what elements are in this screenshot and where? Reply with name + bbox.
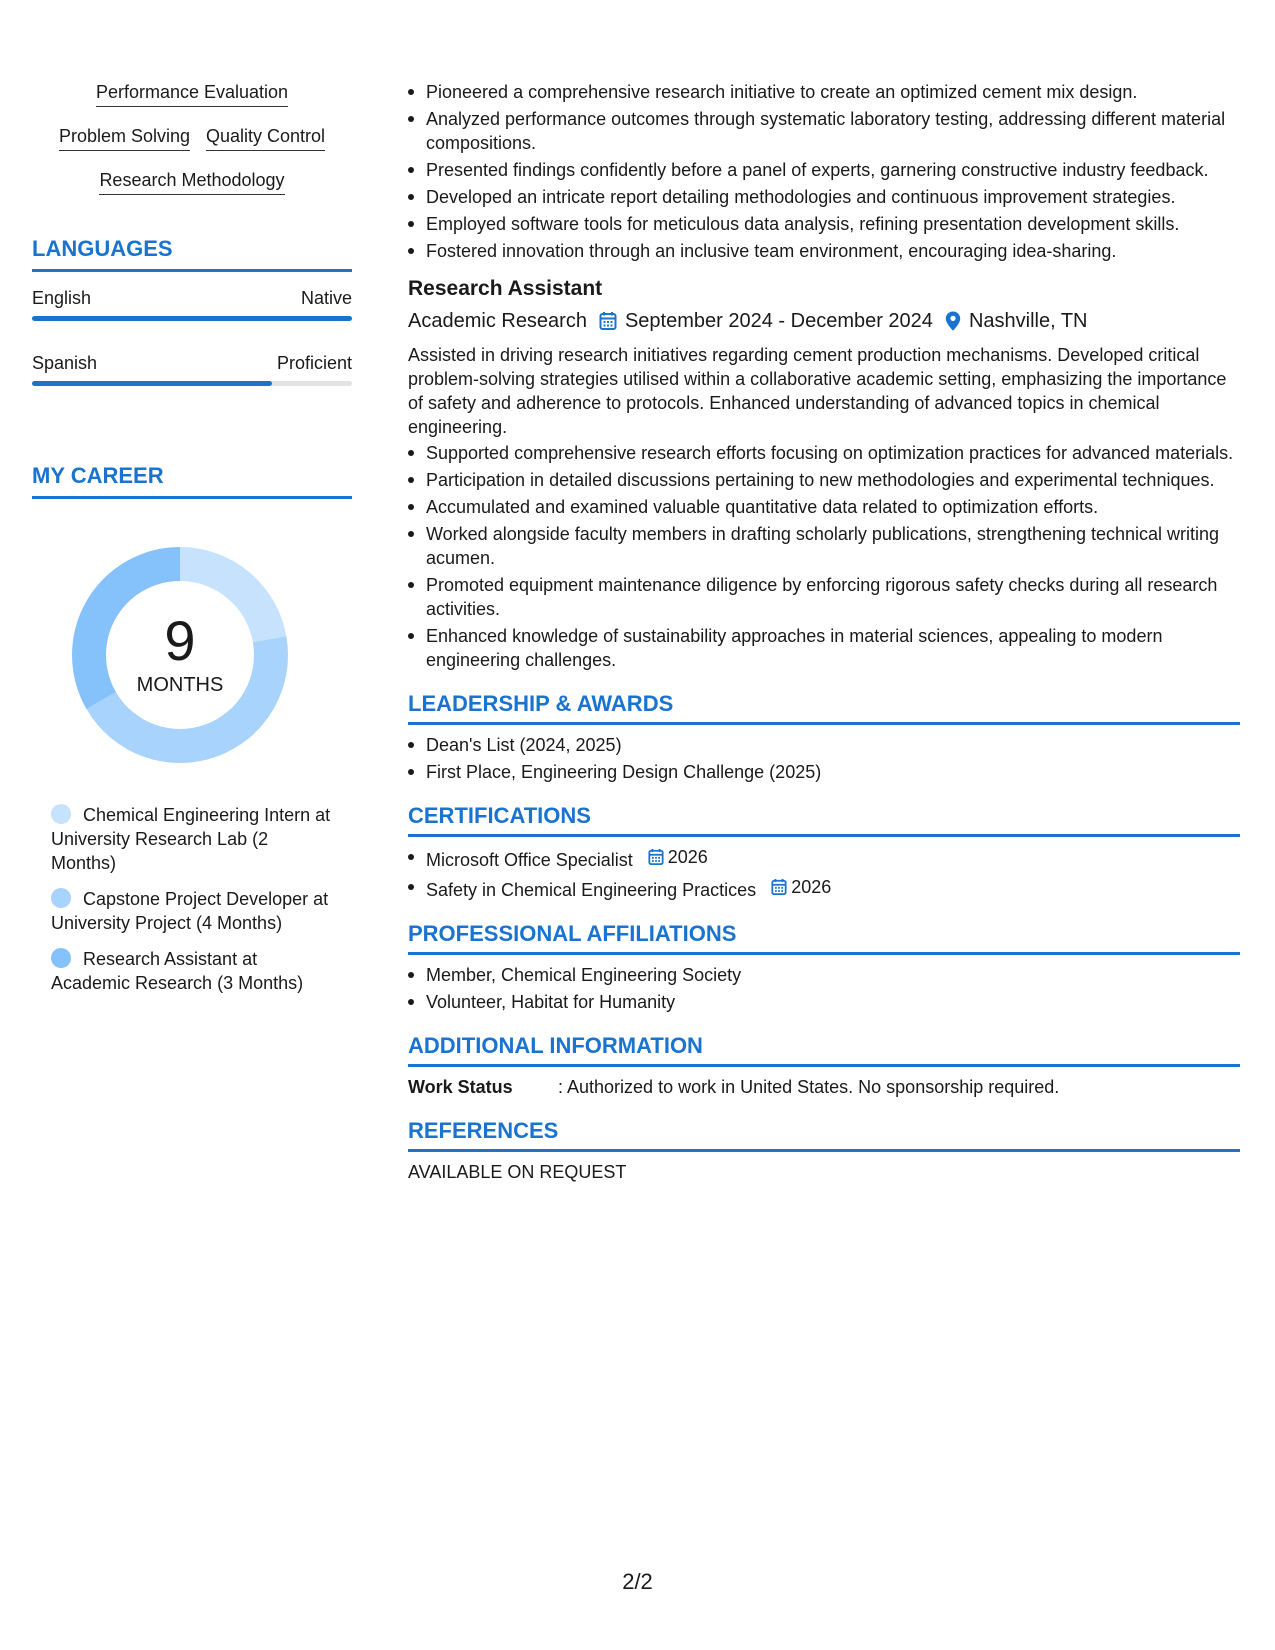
cert-year: 2026: [667, 847, 708, 867]
work-status-label: Work Status: [408, 1077, 513, 1097]
total-months-number: 9: [164, 609, 196, 672]
list-item: Presented findings confidently before a panel of experts, garnering constructive industry feedback.: [408, 158, 1240, 182]
skill-tag: Performance Evaluation: [96, 80, 288, 107]
list-item: Analyzed performance outcomes through systematic laboratory testing, addressing different material compositions.: [408, 107, 1240, 155]
work-status-value: : Authorized to work in United States. No sponsorship required.: [558, 1077, 1060, 1097]
work-status-row: [408, 1075, 1240, 1099]
right-column: [408, 80, 1240, 1184]
leadership-heading: LEADERSHIP & AWARDS: [408, 690, 1240, 725]
language-item: [32, 286, 352, 321]
job-meta: [408, 307, 1240, 335]
calendar-icon: [771, 878, 787, 896]
legend-item: [51, 947, 331, 995]
language-item: [32, 351, 352, 386]
legend-item: [51, 887, 331, 935]
skill-tag: Quality Control: [206, 124, 325, 151]
affiliations-list: [408, 963, 1240, 1014]
legend-label: Chemical Engineering Intern at University Research Lab (2 Months): [51, 805, 331, 873]
list-item: [408, 875, 1240, 902]
legend-dot-icon: [51, 888, 71, 908]
languages-heading: LANGUAGES: [32, 235, 352, 272]
total-months-unit: MONTHS: [136, 674, 224, 696]
legend-dot-icon: [51, 804, 71, 824]
language-name: Spanish: [32, 353, 98, 373]
job-company: Academic Research: [408, 310, 587, 332]
skills-list: [32, 80, 352, 195]
language-name: English: [32, 288, 92, 308]
page-number: 2/2: [622, 1569, 653, 1594]
list-item: Fostered innovation through an inclusive team environment, encouraging idea-sharing.: [408, 239, 1240, 263]
calendar-icon: [599, 311, 617, 331]
left-column: [32, 80, 352, 1007]
career-donut-chart: [64, 539, 296, 771]
cert-name: Microsoft Office Specialist: [426, 850, 633, 870]
list-item: Promoted equipment maintenance diligence by enforcing rigorous safety checks during all research activities.: [408, 573, 1240, 621]
affiliations-heading: PROFESSIONAL AFFILIATIONS: [408, 920, 1240, 955]
career-legend: [51, 803, 331, 995]
references-text: AVAILABLE ON REQUEST: [408, 1162, 627, 1182]
language-level: Proficient: [276, 353, 352, 373]
skill-tag: Research Methodology: [99, 168, 284, 195]
career-heading: MY CAREER: [32, 462, 352, 499]
certifications-heading: CERTIFICATIONS: [408, 802, 1240, 837]
job-location: Nashville, TN: [968, 310, 1088, 332]
language-bar-fill: [32, 316, 352, 321]
legend-item: [51, 803, 331, 875]
job-bullets: [408, 441, 1240, 672]
leadership-list: [408, 733, 1240, 784]
list-item: Participation in detailed discussions pertaining to new methodologies and experimental techniques.: [408, 468, 1240, 492]
language-bar: [32, 316, 352, 321]
list-item: First Place, Engineering Design Challenge (2025): [408, 760, 1240, 784]
language-level: Native: [300, 288, 352, 308]
references-heading: REFERENCES: [408, 1117, 1240, 1152]
job-title: Research Assistant: [408, 277, 603, 300]
list-item: Accumulated and examined valuable quantitative data related to optimization efforts.: [408, 495, 1240, 519]
additional-info-heading: ADDITIONAL INFORMATION: [408, 1032, 1240, 1067]
map-pin-icon: [945, 311, 961, 331]
list-item: Volunteer, Habitat for Humanity: [408, 990, 1240, 1014]
donut-center-label: [64, 611, 296, 697]
list-item: Supported comprehensive research efforts focusing on optimization practices for advanced materials.: [408, 441, 1240, 465]
language-bar: [32, 381, 352, 386]
list-item: Member, Chemical Engineering Society: [408, 963, 1240, 987]
list-item: Developed an intricate report detailing methodologies and continuous improvement strategies.: [408, 185, 1240, 209]
list-item: Employed software tools for meticulous data analysis, refining presentation development skills.: [408, 212, 1240, 236]
legend-label: Research Assistant at Academic Research (3 Months): [51, 949, 304, 993]
list-item: Worked alongside faculty members in drafting scholarly publications, strengthening technical writing acumen.: [408, 522, 1240, 570]
list-item: Pioneered a comprehensive research initiative to create an optimized cement mix design.: [408, 80, 1240, 104]
cert-name: Safety in Chemical Engineering Practices: [426, 880, 757, 900]
previous-job-bullets: [408, 80, 1240, 263]
list-item: [408, 845, 1240, 872]
list-item: Dean's List (2024, 2025): [408, 733, 1240, 757]
legend-dot-icon: [51, 948, 71, 968]
skill-tag: Problem Solving: [59, 124, 190, 151]
cert-year: 2026: [791, 877, 832, 897]
language-bar-fill: [32, 381, 272, 386]
job-description: Assisted in driving research initiatives regarding cement production mechanisms. Developed critical problem-solving strategies utilised within a collaborative academic setting, emphasizing the importance of safety and adherence to protocols. Enhanced understanding of advanced topics in chemical engineering.: [408, 345, 1227, 437]
job-dates: September 2024 - December 2024: [624, 310, 933, 332]
list-item: Enhanced knowledge of sustainability approaches in material sciences, appealing to modern engineering challenges.: [408, 624, 1240, 672]
certifications-list: [408, 845, 1240, 902]
legend-label: Capstone Project Developer at University Project (4 Months): [51, 889, 329, 933]
calendar-icon: [648, 848, 664, 866]
